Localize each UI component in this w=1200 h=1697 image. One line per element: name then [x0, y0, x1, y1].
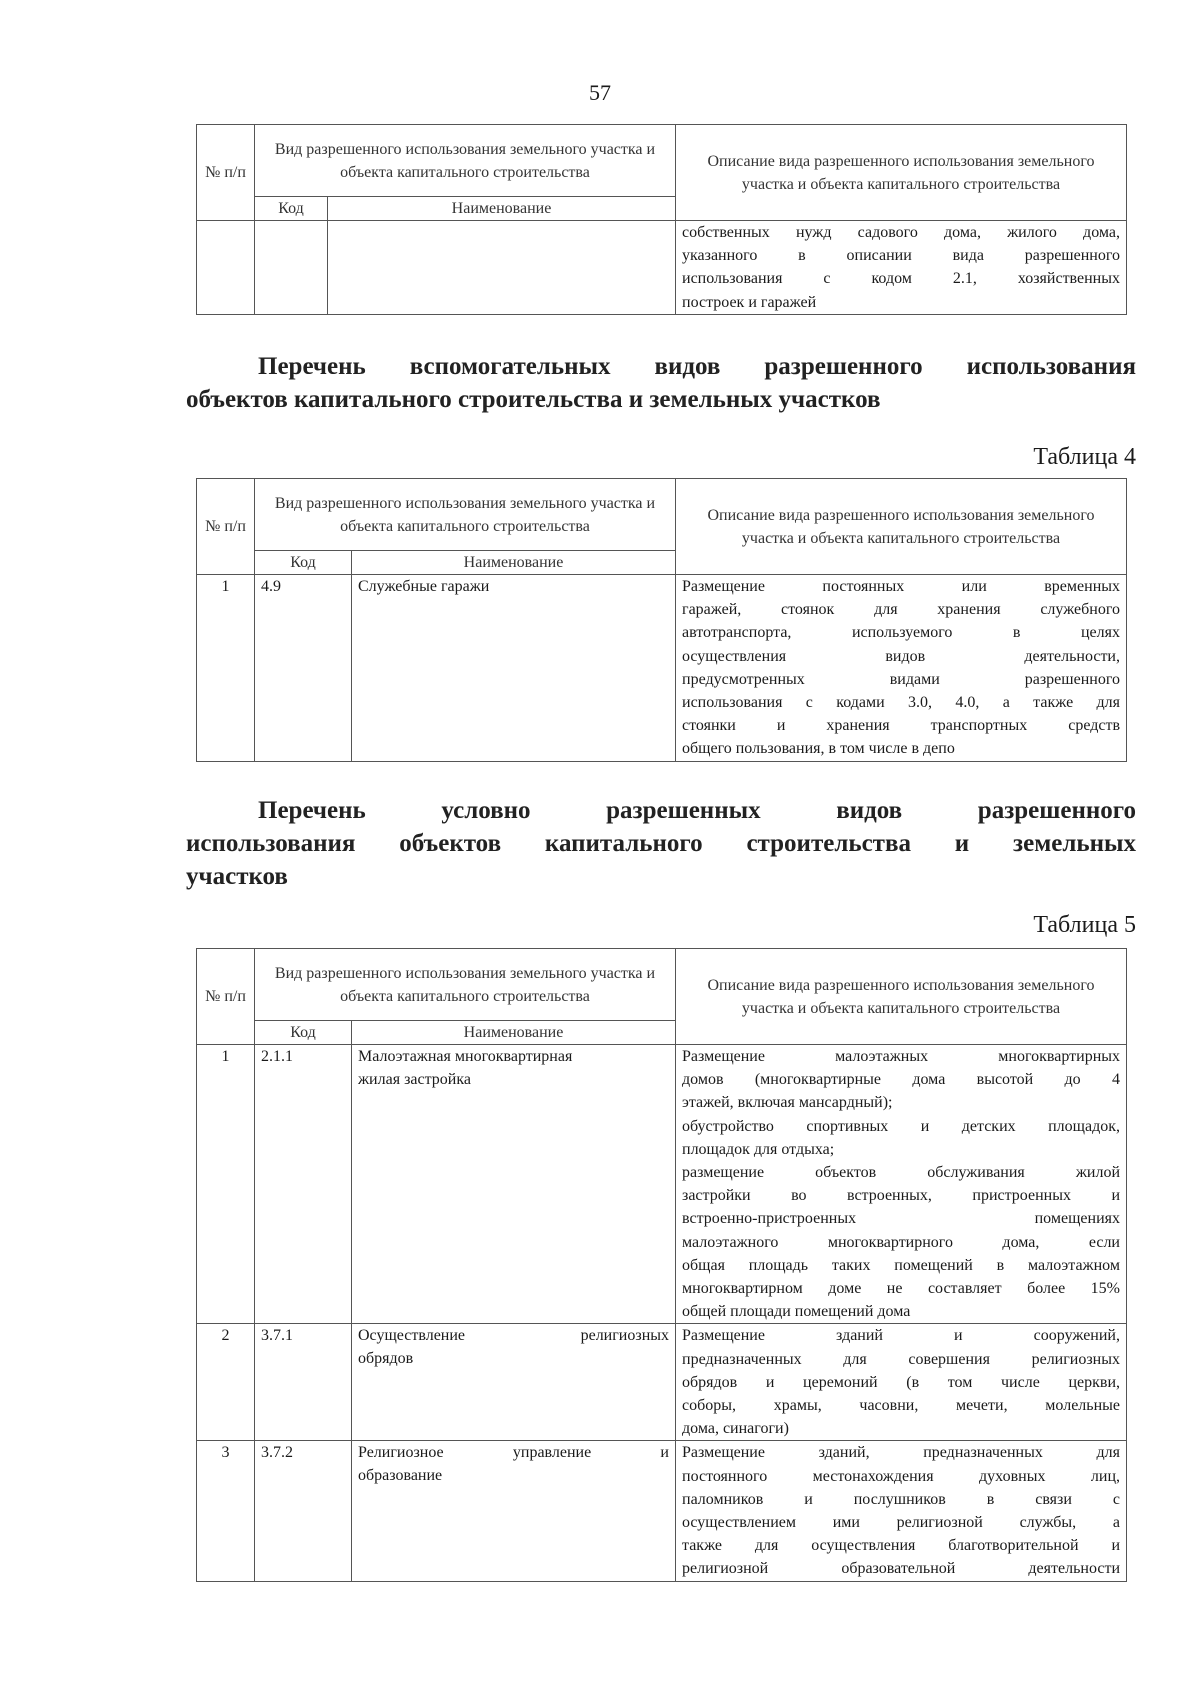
row-code: 3.7.2	[255, 1441, 352, 1581]
row-code: 2.1.1	[255, 1045, 352, 1324]
row-number: 2	[197, 1324, 255, 1441]
row-name: Малоэтажная многоквартирная жилая застройка	[352, 1045, 676, 1324]
header-description: Описание вида разрешенного использования земельного участка и объекта капитального строительства	[676, 479, 1127, 575]
header-num: № п/п	[197, 479, 255, 575]
table-row	[197, 1441, 1127, 1581]
page-number: 57	[589, 80, 611, 105]
header-name: Наименование	[352, 551, 676, 575]
table-4	[196, 478, 1127, 762]
header-name: Наименование	[352, 1021, 676, 1045]
table-row	[197, 1045, 1127, 1324]
table-row	[197, 1324, 1127, 1441]
row-code: 3.7.1	[255, 1324, 352, 1441]
table-row	[197, 221, 1127, 315]
conditional-section-title: Перечень условно разрешенных видов разрешенного использования объектов капитального строительства и земельных участков	[186, 797, 1136, 890]
description-cell: Размещение зданий, предназначенных для постоянного местонахождения духовных лиц, паломников и послушников в связи с осуществлением ими религиозной службы, а также для осуществления благотворительной и религиозной образовательной деятельности	[676, 1441, 1127, 1581]
header-description: Описание вида разрешенного использования земельного участка и объекта капитального строительства	[676, 949, 1127, 1045]
header-kind-group: Вид разрешенного использования земельного участка и объекта капитального строительства	[255, 479, 676, 551]
row-number: 3	[197, 1441, 255, 1581]
description-cell: Размещение зданий и сооружений, предназначенных для совершения религиозных обрядов и церемоний (в том числе церкви, соборы, храмы, часовни, мечети, молельные дома, синагоги)	[676, 1324, 1127, 1441]
header-kind-group: Вид разрешенного использования земельного участка и объекта капитального строительства	[255, 949, 676, 1021]
row-name: Религиозное управление и образование	[352, 1441, 676, 1581]
row-number: 1	[197, 1045, 255, 1324]
table-5-caption: Таблица 5	[1033, 912, 1136, 938]
table-4-caption: Таблица 4	[1033, 444, 1136, 470]
header-description: Описание вида разрешенного использования земельного участка и объекта капитального строительства	[676, 125, 1127, 221]
header-code: Код	[255, 1021, 352, 1045]
table-row	[197, 575, 1127, 762]
header-code: Код	[255, 551, 352, 575]
row-number: 1	[197, 575, 255, 762]
header-code: Код	[255, 197, 328, 221]
header-name: Наименование	[328, 197, 676, 221]
row-name: Осуществление религиозных обрядов	[352, 1324, 676, 1441]
header-kind-group: Вид разрешенного использования земельного участка и объекта капитального строительства	[255, 125, 676, 197]
header-num: № п/п	[197, 949, 255, 1045]
header-num: № п/п	[197, 125, 255, 221]
description-cell: собственных нужд садового дома, жилого дома, указанного в описании вида разрешенного использования с кодом 2.1, хозяйственных построек и гаражей	[676, 221, 1127, 315]
description-cell: Размещение малоэтажных многоквартирных домов (многоквартирные дома высотой до 4 этажей, включая мансардный); обустройство спортивных и детских площадок, площадок для отдыха; размещение объектов обслуживания жилой застройки во встроенных, пристроенных и встроенно-пристроенных помещениях малоэтажного многоквартирного дома, если общая площадь таких помещений в малоэтажном многоквартирном доме не составляет более 15% общей площади помещений дома	[676, 1045, 1127, 1324]
row-name: Служебные гаражи	[352, 575, 676, 762]
table-5	[196, 948, 1127, 1582]
description-cell: Размещение постоянных или временных гаражей, стоянок для хранения служебного автотранспорта, используемого в целях осуществления видов деятельности, предусмотренных видами разрешенного использования с кодами 3.0, 4.0, а также для стоянки и хранения транспортных средств общего пользования, в том числе в депо	[676, 575, 1127, 762]
auxiliary-section-title: Перечень вспомогательных видов разрешенного использования объектов капитального строительства и земельных участков	[186, 353, 1136, 413]
row-code: 4.9	[255, 575, 352, 762]
continuation-table	[196, 124, 1127, 315]
